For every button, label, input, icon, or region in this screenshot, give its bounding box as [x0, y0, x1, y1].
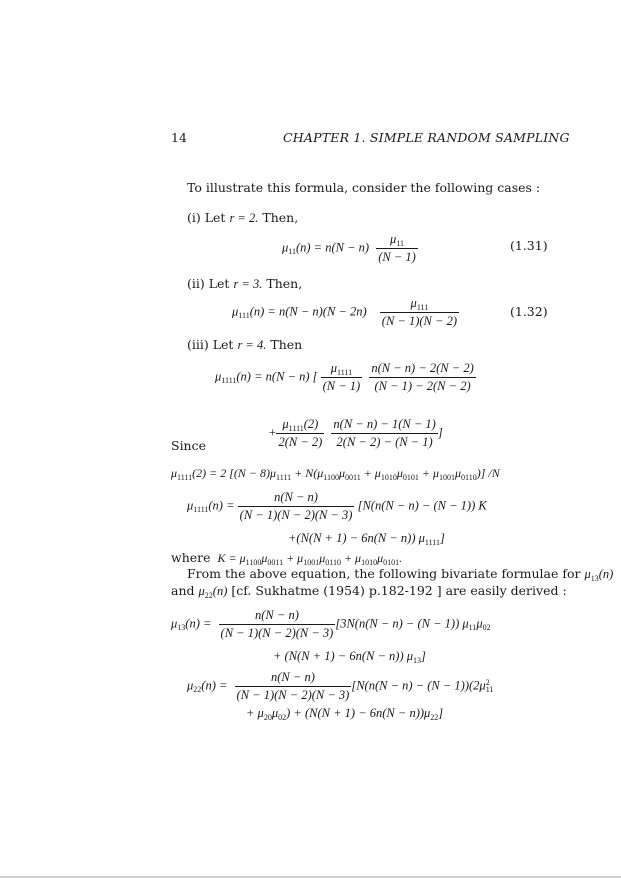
equation-mu1111-2: $\mu_{1111}(2) = 2$ $[(N - 8)\mu_{1111} + N(\mu_{1100}\mu_{0011} + \mu_{1010}\mu_{0101} + \mu_{1001}\mu_{0110})]$ /N [171, 466, 500, 482]
equation-mu1111-full-line1: $\mu_{1111}(n)$ = $\frac{n(N - n)}{(N - 1)(N - 2)(N - 3)}$ [N(n(N − n) − (N − 1)) K [187, 490, 487, 522]
mu13-symbol: $\mu_{13}(n)$ [584, 567, 614, 583]
case-1-condition: r = 2. [229, 211, 259, 225]
equation-mu22-line2: + $\mu_{20}\mu_{02}) + (N(N + 1) - 6n(N - n))\mu_{22}$] [246, 706, 444, 722]
case-1-line [187, 210, 298, 226]
intro-text: To illustrate this formula, consider the following cases : [187, 180, 541, 195]
case-1-then: Then, [262, 210, 299, 225]
case-3-line [187, 337, 302, 353]
case-2-label: (ii) Let [187, 276, 230, 291]
equation-mu1111-line2: + $\frac{\mu_{1111}(2)}{2(N - 2)}$ $\frac{n(N - n) - 1(N - 1)}{2(N - 2) - (N - 1)}$ ] [268, 417, 443, 449]
since-word: Since [171, 438, 207, 453]
where-word: where [171, 550, 211, 565]
equation-number-1-32: (1.32) [510, 304, 548, 319]
case-1-label: (i) Let [187, 210, 226, 225]
equation-1-31: $\mu_{11}(n) = n(N - n)$ $\frac{\mu_{11}}{(N - 1)}$ [282, 232, 416, 264]
page-number: 14 [171, 130, 187, 145]
paragraph-line-2 [171, 583, 567, 599]
case-3-label: (iii) Let [187, 337, 234, 352]
case-3-condition: r = 4. [237, 338, 267, 352]
case-2-line [187, 276, 302, 292]
mu22-symbol: $\mu_{22}(n)$ [198, 584, 228, 600]
equation-mu1111-full-line2: +(N(N + 1) − 6n(N − n)) $\mu_{1111}$] [288, 531, 445, 547]
equation-mu1111-line1: $\mu_{1111}(n) = n(N - n)$ [ $\frac{\mu_{1111}}{(N - 1)}$ $\frac{n(N - n) - 2(N - 2)}{(N - 1) - 2(N - 2)}$ [215, 361, 474, 393]
equation-1-32: $\mu_{111}(n) = n(N - n)(N - 2n)$ $\frac{\mu_{111}}{(N - 1)(N - 2)}$ [232, 296, 457, 328]
running-header: CHAPTER 1. SIMPLE RANDOM SAMPLING [283, 130, 570, 145]
equation-mu22-line1: $\mu_{22}(n)$ = $\frac{n(N - n)}{(N - 1)(N - 2)(N - 3)}$ [$N(n(N - n) - (N - 1))(2\mu^2_{11}$ [187, 670, 494, 702]
paragraph-line-1-text: From the above equation, the following bivariate formulae for [187, 566, 581, 581]
paragraph-line-1 [187, 566, 613, 582]
where-line [171, 550, 402, 566]
equation-mu13-line1: $\mu_{13}(n)$ = $\frac{n(N - n)}{(N - 1)(N - 2)(N - 3)}$ [3N(n(N − n) − (N − 1)) $\mu_{11}\mu_{02}$ [171, 608, 491, 640]
case-3-then: Then [270, 337, 303, 352]
equation-number-1-31: (1.31) [510, 238, 548, 253]
k-definition: $K = \mu_{1100}\mu_{0011} + \mu_{1001}\mu_{0110} + \mu_{1010}\mu_{0101}$. [214, 551, 403, 567]
paragraph-line-2-text: [cf. Sukhatme (1954) p.182-192 ] are easily derived : [231, 583, 567, 598]
paragraph-and: and [171, 583, 195, 598]
case-2-condition: r = 3. [233, 277, 263, 291]
equation-mu13-line2: + (N(N + 1) − 6n(N − n)) $\mu_{13}$] [273, 649, 426, 665]
case-2-then: Then, [266, 276, 303, 291]
